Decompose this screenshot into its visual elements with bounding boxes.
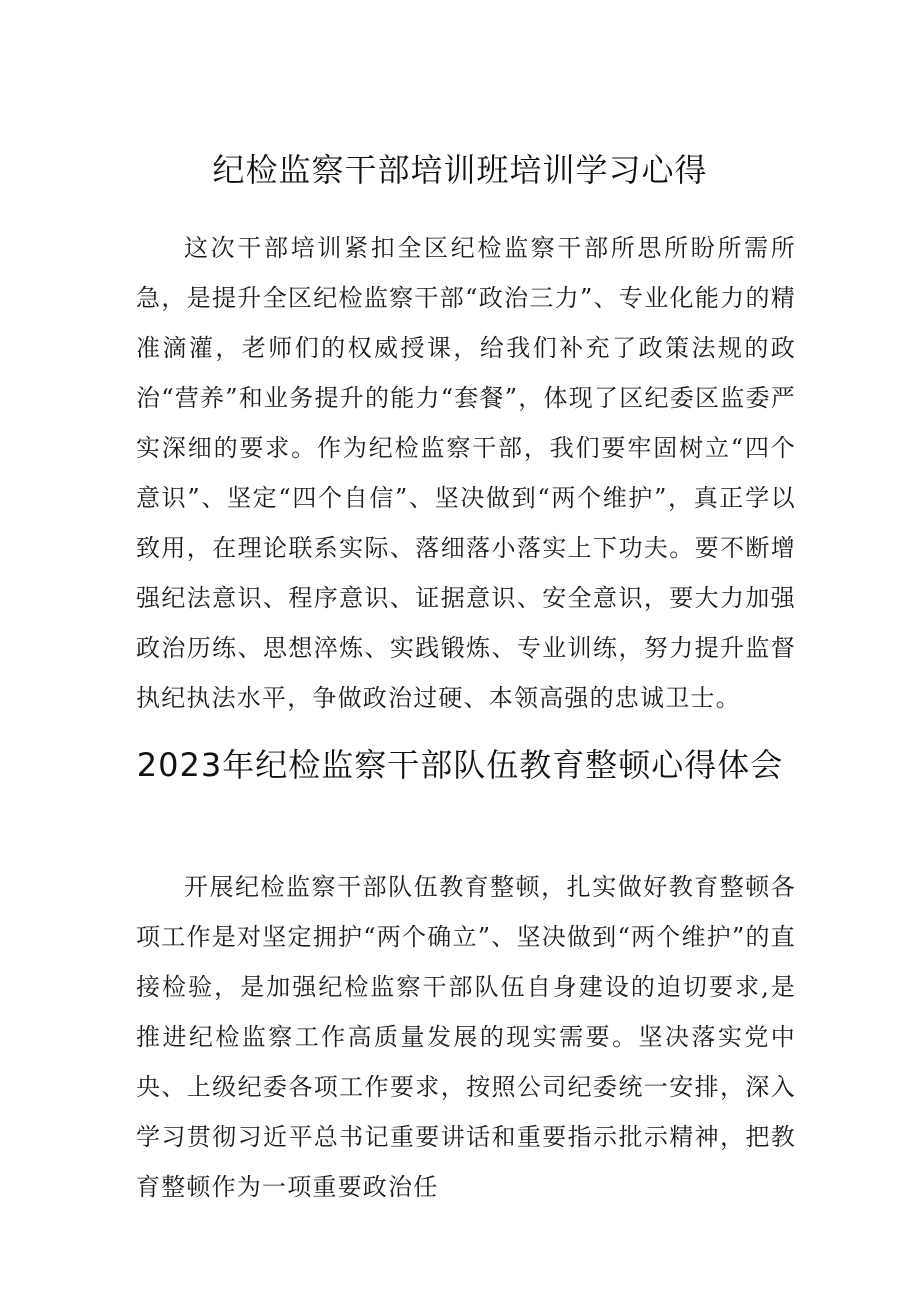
section2-title: 2023年纪检监察干部队伍教育整顿心得体会	[136, 746, 784, 784]
section1-paragraph: 这次干部培训紧扣全区纪检监察干部所思所盼所需所急，是提升全区纪检监察干部“政治三力”、专业化能力的精准滴灌，老师们的权威授课，给我们补充了政策法规的政治“营养”和业务提升的能力“套餐”，体现了区纪委区监委严实深细的要求。作为纪检监察干部，我们要牢固树立“四个意识”、坚定“四个自信”、坚决做到“两个维护”，真正学以致用，在理论联系实际、落细落小落实上下功夫。要不断增强纪法意识、程序意识、证据意识、安全意识，要大力加强政治历练、思想淬炼、实践锻炼、专业训练，努力提升监督执纪执法水平，争做政治过硬、本领高强的忠诚卫士。	[136, 234, 796, 712]
section2-paragraph: 开展纪检监察干部队伍教育整顿，扎实做好教育整顿各项工作是对坚定拥护“两个确立”、坚决做到“两个维护”的直接检验，是加强纪检监察干部队伍自身建设的迫切要求,是推进纪检监察工作高质量发展的现实需要。坚决落实党中央、上级纪委各项工作要求，按照公司纪委统一安排，深入学习贯彻习近平总书记重要讲话和重要指示批示精神，把教育整顿作为一项重要政治任	[136, 873, 796, 1201]
section1-title: 纪检监察干部培训班培训学习心得	[212, 151, 708, 189]
